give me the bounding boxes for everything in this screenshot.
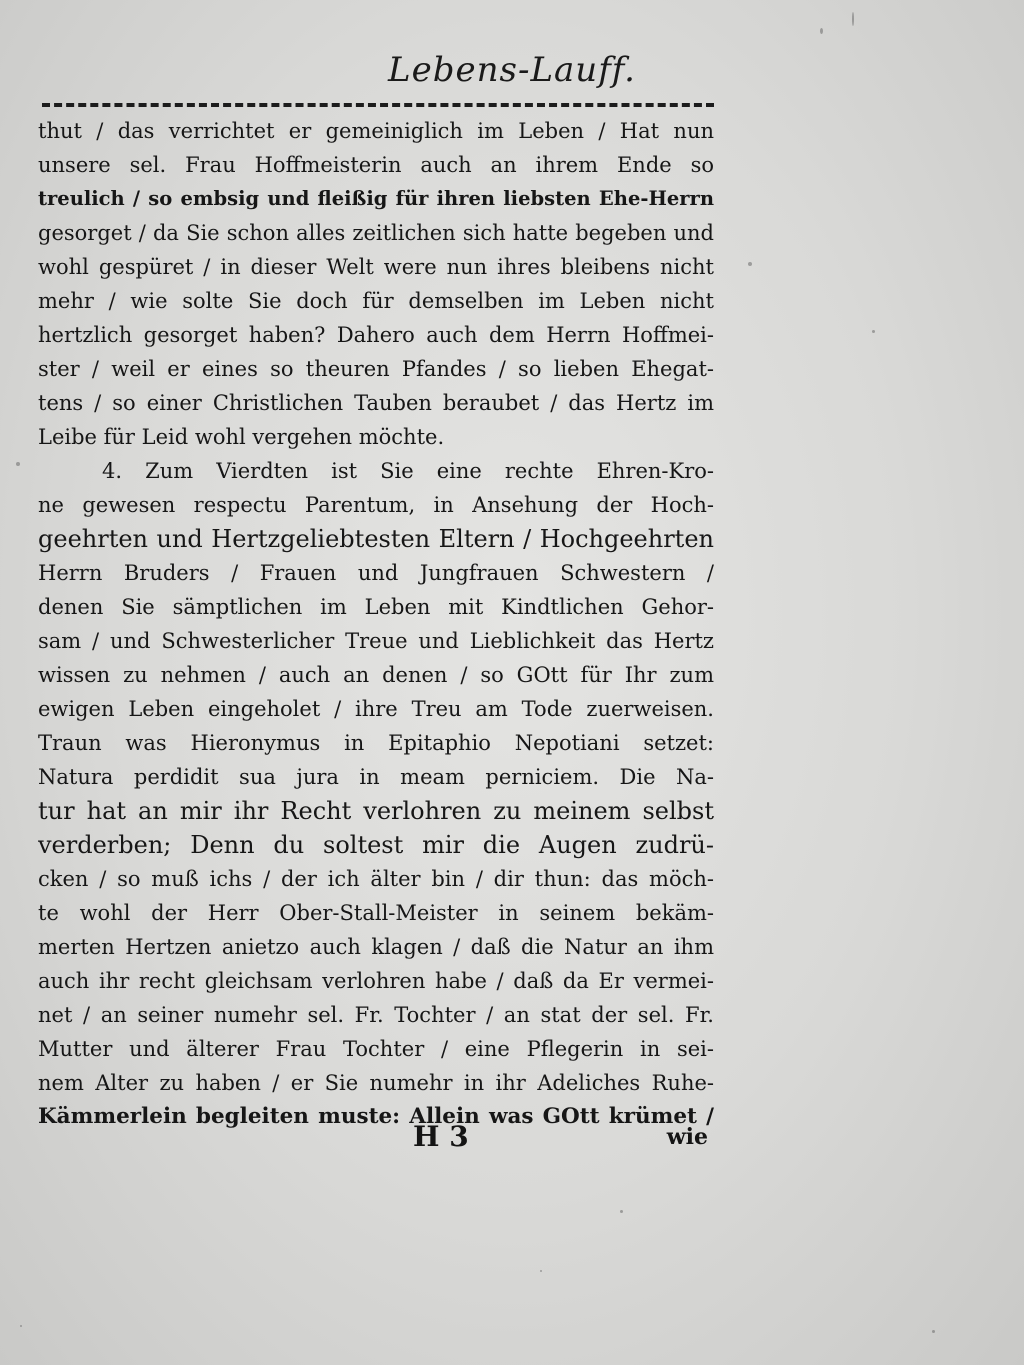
- text-line: ewigen Leben eingeholet / ihre Treu am Tode zuerweisen.: [38, 697, 714, 721]
- text-line: Kämmerlein begleiten muste: Allein was GOtt krümet /: [38, 1104, 714, 1129]
- scan-speck: [932, 1330, 935, 1333]
- text-line: gesorget / da Sie schon alles zeitlichen sich hatte begeben und: [38, 221, 714, 245]
- text-line: cken / so muß ichs / der ich älter bin / dir thun: das möch-: [38, 867, 714, 891]
- text-line: Traun was Hieronymus in Epitaphio Nepotiani setzet:: [38, 731, 714, 755]
- text-line: denen Sie sämptlichen im Leben mit Kindtlichen Gehor-: [38, 595, 714, 619]
- text-line: te wohl der Herr Ober-Stall-Meister in seinem bekäm-: [38, 901, 714, 925]
- text-line: tens / so einer Christlichen Tauben beraubet / das Hertz im: [38, 391, 714, 415]
- signature-mark: H 3: [413, 1120, 469, 1153]
- text-line: ne gewesen respectu Parentum, in Ansehung der Hoch-: [38, 493, 714, 517]
- text-line: Mutter und älterer Frau Tochter / eine Pflegerin in sei-: [38, 1037, 714, 1061]
- text-line: merten Hertzen anietzo auch klagen / daß die Natur an ihm: [38, 935, 714, 959]
- scan-speck: [540, 1270, 542, 1272]
- text-line: geehrten und Hertzgeliebtesten Eltern / Hochgeehrten: [38, 525, 714, 553]
- text-line: hertzlich gesorget haben? Dahero auch dem Herrn Hoffmei-: [38, 323, 714, 347]
- text-line: net / an seiner numehr sel. Fr. Tochter / an stat der sel. Fr.: [38, 1003, 714, 1027]
- text-line: Natura perdidit sua jura in meam perniciem. Die Na-: [38, 765, 714, 789]
- text-line: 4. Zum Vierdten ist Sie eine rechte Ehren-Kro-: [102, 459, 714, 483]
- scan-speck: [820, 28, 823, 34]
- text-line: Leibe für Leid wohl vergehen möchte.: [38, 425, 445, 449]
- scan-speck: [852, 12, 854, 26]
- text-line: Herrn Bruders / Frauen und Jungfrauen Schwestern /: [38, 561, 714, 585]
- text-line: wissen zu nehmen / auch an denen / so GOtt für Ihr zum: [38, 663, 714, 687]
- scan-speck: [20, 1325, 22, 1327]
- text-line: mehr / wie solte Sie doch für demselben im Leben nicht: [38, 289, 714, 313]
- text-line: thut / das verrichtet er gemeiniglich im Leben / Hat nun: [38, 119, 714, 143]
- text-line: sam / und Schwesterlicher Treue und Lieblichkeit das Hertz: [38, 629, 714, 653]
- scan-speck: [748, 262, 752, 266]
- scan-speck: [16, 462, 20, 466]
- text-line: nem Alter zu haben / er Sie numehr in ihr Adeliches Ruhe-: [38, 1071, 714, 1095]
- page-footer: [38, 1120, 714, 1160]
- text-line: treulich / so embsig und fleißig für ihren liebsten Ehe-Herrn: [38, 187, 714, 210]
- text-line: wohl gespüret / in dieser Welt were nun ihres bleibens nicht: [38, 255, 714, 279]
- scan-speck: [620, 1210, 623, 1213]
- running-head: Lebens-Lauff.: [388, 50, 636, 90]
- text-line: tur hat an mir ihr Recht verlohren zu meinem selbst: [38, 797, 714, 825]
- text-line: verderben; Denn du soltest mir die Augen zudrü-: [38, 831, 714, 859]
- text-line: ster / weil er eines so theuren Pfandes / so lieben Ehegat-: [38, 357, 714, 381]
- scan-speck: [872, 330, 875, 333]
- header-rule: [42, 103, 714, 107]
- catchword: wie: [666, 1124, 708, 1150]
- body-text: [38, 114, 714, 1134]
- text-line: auch ihr recht gleichsam verlohren habe / daß da Er vermei-: [38, 969, 714, 993]
- text-line: unsere sel. Frau Hoffmeisterin auch an ihrem Ende so: [38, 153, 714, 177]
